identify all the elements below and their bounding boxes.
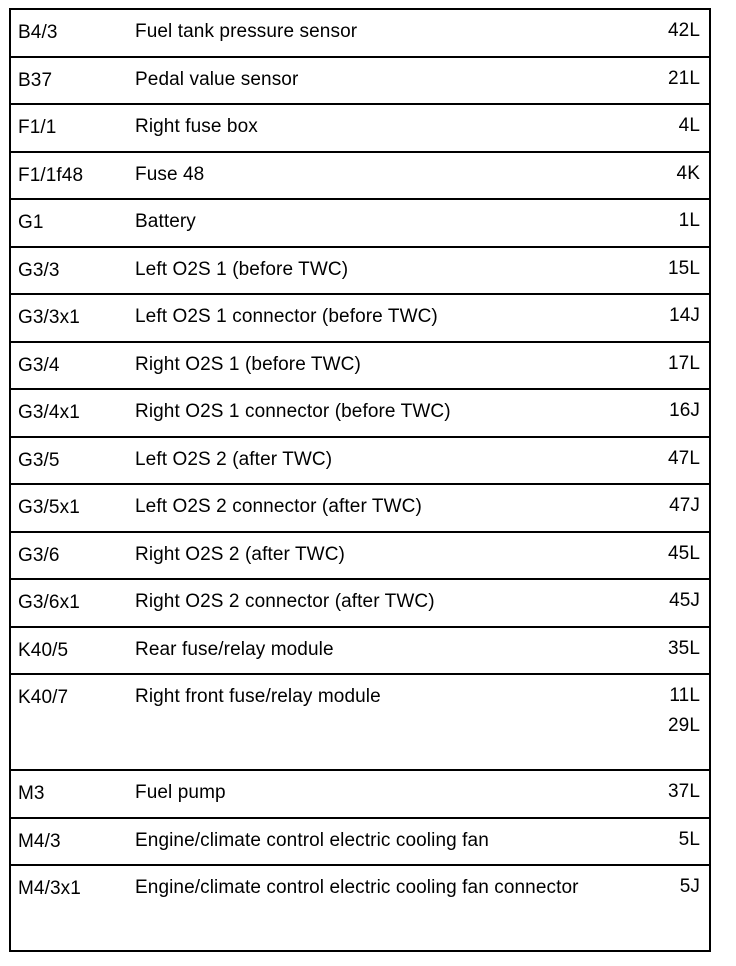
table-row bbox=[11, 105, 709, 153]
component-description: Pedal value sensor bbox=[135, 68, 299, 90]
table-row bbox=[11, 295, 709, 343]
grid-location: 5J bbox=[679, 876, 700, 897]
grid-location: 35L bbox=[667, 637, 700, 659]
table-row bbox=[11, 58, 709, 106]
component-code: G3/4 bbox=[18, 354, 60, 376]
table-row bbox=[11, 533, 709, 581]
table-row bbox=[11, 200, 709, 248]
grid-location: 47J bbox=[669, 495, 700, 516]
grid-location: 4L bbox=[678, 115, 700, 136]
component-description: Fuel tank pressure sensor bbox=[135, 21, 358, 42]
component-code: G3/4x1 bbox=[18, 402, 80, 423]
component-code: G1 bbox=[18, 212, 44, 233]
component-code: G3/6 bbox=[18, 544, 60, 566]
component-description: Right O2S 2 (after TWC) bbox=[135, 543, 345, 565]
component-description: Left O2S 1 (before TWC) bbox=[135, 258, 349, 280]
table-row bbox=[11, 819, 709, 867]
component-description: Fuel pump bbox=[135, 782, 226, 803]
grid-location: 45J bbox=[669, 590, 700, 611]
component-description: Engine/climate control electric cooling fan bbox=[135, 829, 489, 851]
table-row bbox=[11, 580, 709, 628]
component-code: G3/5 bbox=[18, 449, 60, 471]
table-row bbox=[11, 343, 709, 391]
grid-location: 16J bbox=[669, 400, 700, 421]
component-description: Right O2S 1 (before TWC) bbox=[135, 353, 361, 375]
component-description: Left O2S 1 connector (before TWC) bbox=[135, 306, 438, 327]
component-code: G3/3x1 bbox=[18, 307, 80, 328]
component-description: Right O2S 1 connector (before TWC) bbox=[135, 401, 451, 422]
component-description: Rear fuse/relay module bbox=[135, 638, 334, 660]
table-row bbox=[11, 390, 709, 438]
grid-location: 37L bbox=[667, 781, 700, 802]
component-description: Left O2S 2 (after TWC) bbox=[135, 448, 333, 470]
component-code: G3/6x1 bbox=[18, 592, 80, 613]
component-location-table bbox=[9, 8, 711, 952]
component-code: K40/7 bbox=[18, 687, 69, 708]
grid-location: 42L bbox=[667, 20, 700, 41]
grid-location: 5L bbox=[678, 828, 700, 850]
grid-location: 45L bbox=[667, 542, 700, 564]
component-description: Right front fuse/relay module bbox=[135, 686, 381, 707]
component-code: M4/3x1 bbox=[18, 878, 81, 899]
table-row bbox=[11, 628, 709, 676]
table-row bbox=[11, 771, 709, 819]
component-description: Left O2S 2 connector (after TWC) bbox=[135, 496, 422, 517]
component-code: M3 bbox=[18, 783, 45, 804]
component-code: B37 bbox=[18, 69, 53, 91]
grid-location: 47L bbox=[667, 447, 700, 469]
component-description: Right O2S 2 connector (after TWC) bbox=[135, 591, 435, 612]
table-row bbox=[11, 153, 709, 201]
component-code: B4/3 bbox=[18, 22, 58, 43]
grid-location: 11L 29L bbox=[667, 685, 700, 736]
table-row bbox=[11, 10, 709, 58]
table-row bbox=[11, 248, 709, 296]
grid-location: 21L bbox=[667, 67, 700, 89]
component-code: M4/3 bbox=[18, 830, 61, 852]
grid-location: 1L bbox=[678, 210, 700, 231]
component-code: F1/1 bbox=[18, 117, 57, 138]
component-code: F1/1f48 bbox=[18, 164, 84, 186]
component-code: K40/5 bbox=[18, 639, 69, 661]
component-code: G3/5x1 bbox=[18, 497, 80, 518]
component-description: Fuse 48 bbox=[135, 163, 205, 185]
component-description: Engine/climate control electric cooling fan connector bbox=[135, 877, 579, 898]
table-row bbox=[11, 675, 709, 771]
grid-location: 4K bbox=[676, 162, 700, 184]
table-row bbox=[11, 438, 709, 486]
grid-location: 15L bbox=[667, 257, 700, 279]
component-description: Battery bbox=[135, 211, 196, 232]
component-code: G3/3 bbox=[18, 259, 60, 281]
grid-location: 17L bbox=[667, 352, 700, 374]
grid-location: 14J bbox=[669, 305, 700, 326]
table-row bbox=[11, 485, 709, 533]
table-row bbox=[11, 866, 709, 952]
component-description: Right fuse box bbox=[135, 116, 258, 137]
